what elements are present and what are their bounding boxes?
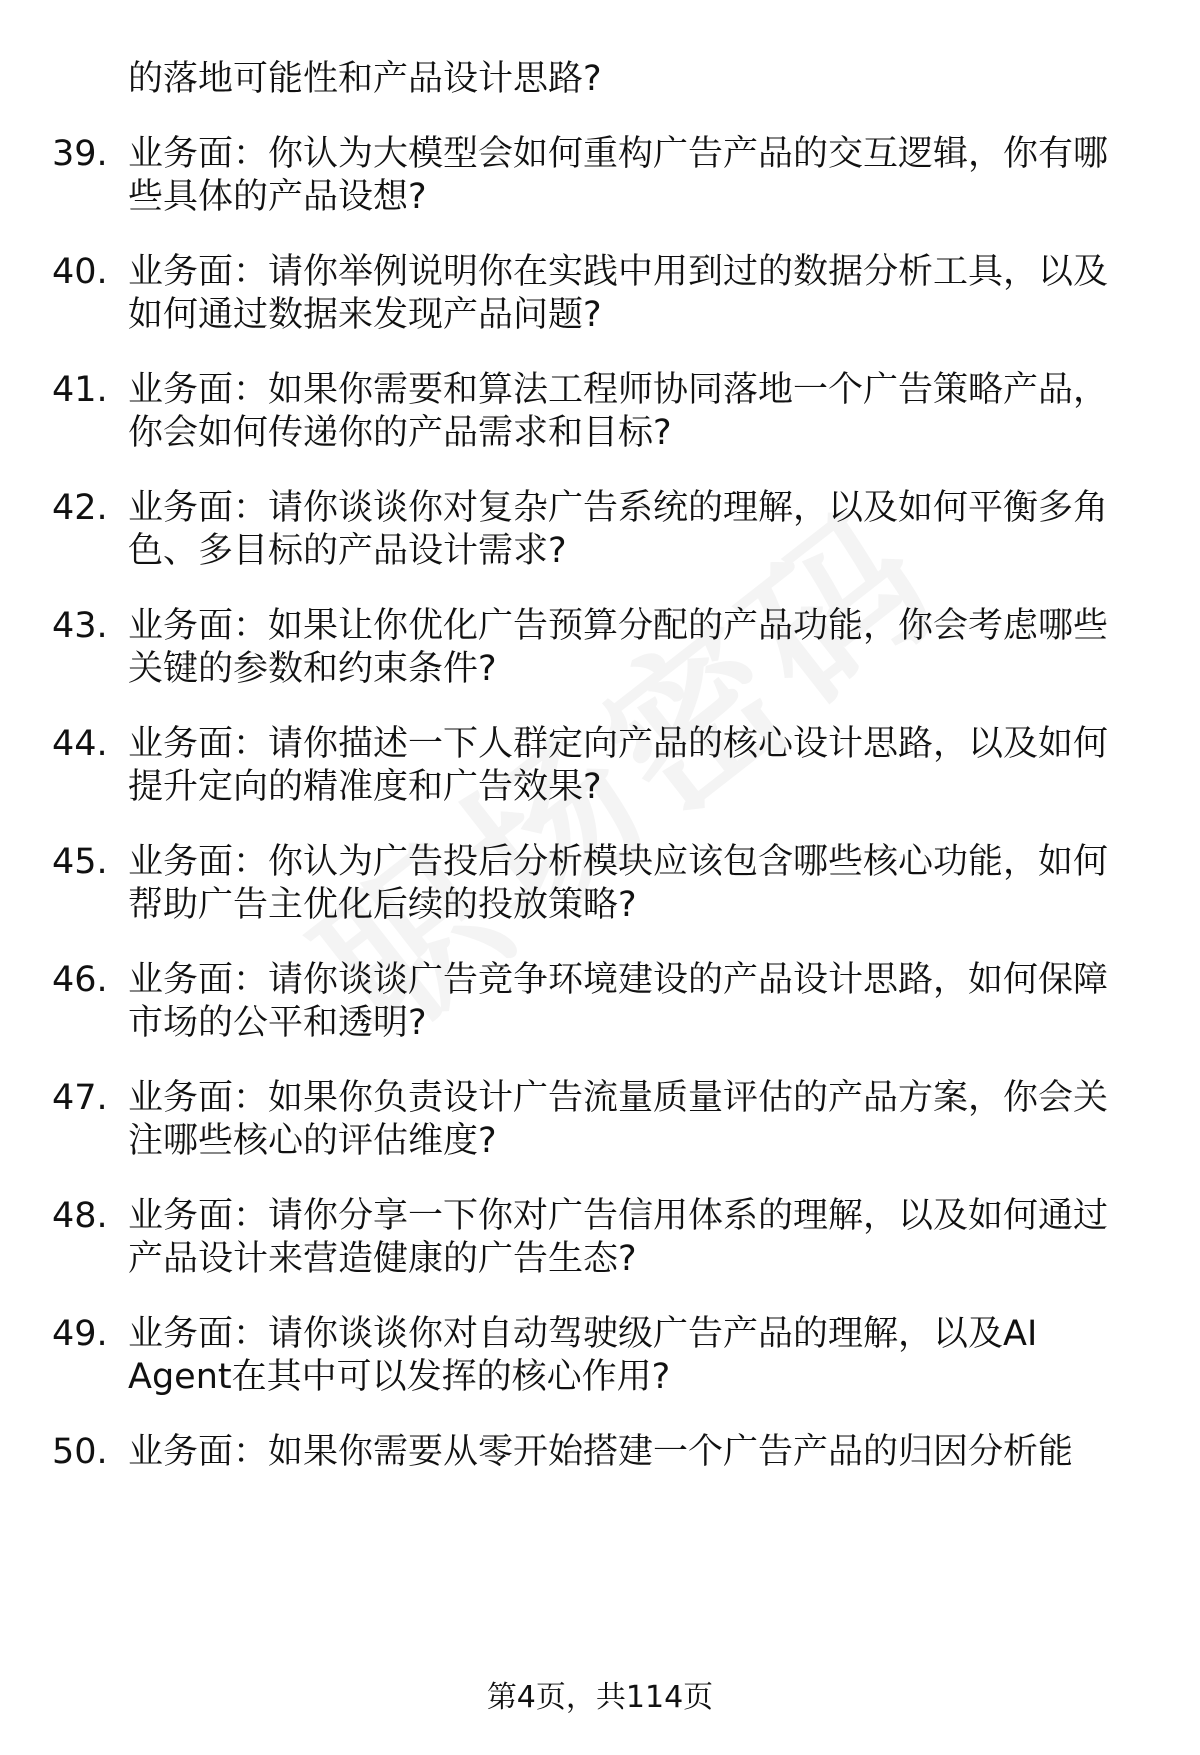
question-line: 业务面：你认为大模型会如何重构广告产品的交互逻辑，你有哪 (128, 134, 1109, 174)
question-number: 47. (52, 1078, 108, 1118)
question-line: 市场的公平和透明? (128, 1003, 427, 1043)
question-line: 业务面：请你谈谈你对复杂广告系统的理解，以及如何平衡多角 (128, 488, 1109, 528)
question-line: 如何通过数据来发现产品问题? (128, 295, 602, 335)
question-line: 业务面：如果你需要和算法工程师协同落地一个广告策略产品， (128, 370, 1109, 410)
question-line: 业务面：请你描述一下人群定向产品的核心设计思路，以及如何 (128, 724, 1109, 764)
question-number: 43. (52, 606, 108, 646)
question-number: 46. (52, 960, 108, 1000)
question-line: 注哪些核心的评估维度? (128, 1121, 497, 1161)
question-number: 39. (52, 134, 108, 174)
question-line: 业务面：你认为广告投后分析模块应该包含哪些核心功能，如何 (128, 842, 1109, 882)
question-line: 产品设计来营造健康的广告生态? (128, 1239, 637, 1279)
question-number: 49. (52, 1314, 108, 1354)
question-number: 48. (52, 1196, 108, 1236)
question-line: 业务面：请你谈谈广告竞争环境建设的产品设计思路，如何保障 (128, 960, 1109, 1000)
question-line: 业务面：请你分享一下你对广告信用体系的理解，以及如何通过 (128, 1196, 1109, 1236)
question-line: 些具体的产品设想? (128, 177, 427, 217)
question-line: 提升定向的精准度和广告效果? (128, 767, 602, 807)
question-line: Agent在其中可以发挥的核心作用? (128, 1357, 671, 1397)
question-line: 业务面：请你举例说明你在实践中用到过的数据分析工具，以及 (128, 252, 1109, 292)
question-number: 42. (52, 488, 108, 528)
question-line: 帮助广告主优化后续的投放策略? (128, 885, 637, 925)
question-number: 44. (52, 724, 108, 764)
question-line: 业务面：如果你负责设计广告流量质量评估的产品方案，你会关 (128, 1078, 1109, 1118)
continuation-line: 的落地可能性和产品设计思路? (128, 59, 602, 99)
question-line: 业务面：如果你需要从零开始搭建一个广告产品的归因分析能 (128, 1432, 1074, 1472)
question-number: 45. (52, 842, 108, 882)
page-footer: 第4页，共114页 (486, 1680, 714, 1715)
question-number: 50. (52, 1432, 108, 1472)
question-line: 业务面：如果让你优化广告预算分配的产品功能，你会考虑哪些 (128, 606, 1109, 646)
question-line: 色、多目标的产品设计需求? (128, 531, 567, 571)
question-line: 业务面：请你谈谈你对自动驾驶级广告产品的理解，以及AI (128, 1314, 1038, 1354)
question-number: 40. (52, 252, 108, 292)
question-number: 41. (52, 370, 108, 410)
question-line: 你会如何传递你的产品需求和目标? (128, 413, 672, 453)
question-line: 关键的参数和约束条件? (128, 649, 497, 689)
